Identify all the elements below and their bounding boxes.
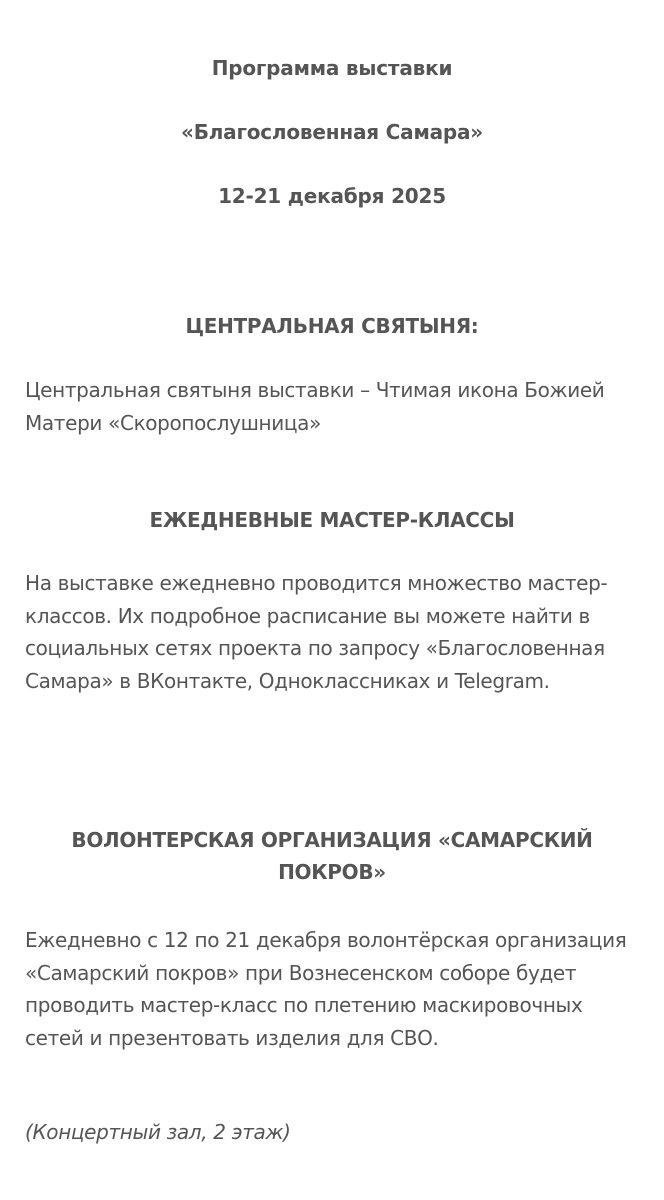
section-body-volunteer-organization: Ежедневно с 12 по 21 декабря волонтёрская организация «Самарский покров» при Вознесенском соборе будет проводить мастер-класс по плетению маскировочных сетей и презентовать изделия для СВО. — [25, 928, 627, 1050]
section-body-central-shrine: Центральная святыня выставки – Чтимая икона Божией Матери «Скоропослушница» — [25, 378, 605, 435]
exhibition-dates: 12-21 декабря 2025 — [218, 184, 446, 208]
exhibition-name: «Благословенная Самара» — [180, 120, 484, 144]
section-heading-central-shrine: ЦЕНТРАЛЬНАЯ СВЯТЫНЯ: — [185, 314, 479, 338]
section-heading-daily-masterclasses: ЕЖЕДНЕВНЫЕ МАСТЕР-КЛАССЫ — [149, 508, 515, 532]
section-body-daily-masterclasses: На выставке ежедневно проводится множество мастер-классов. Их подробное расписание вы можете найти в социальных сетях проекта по запросу «Благословенная Самара» в ВКонтакте, Одноклассниках и Telegram. — [25, 571, 608, 693]
section-heading-volunteer-organization: ВОЛОНТЕРСКАЯ ОРГАНИЗАЦИЯ «САМАРСКИЙ ПОКРОВ» — [71, 828, 593, 884]
location-note: (Концертный зал, 2 этаж) — [25, 1120, 291, 1144]
program-title: Программа выставки — [211, 56, 453, 80]
